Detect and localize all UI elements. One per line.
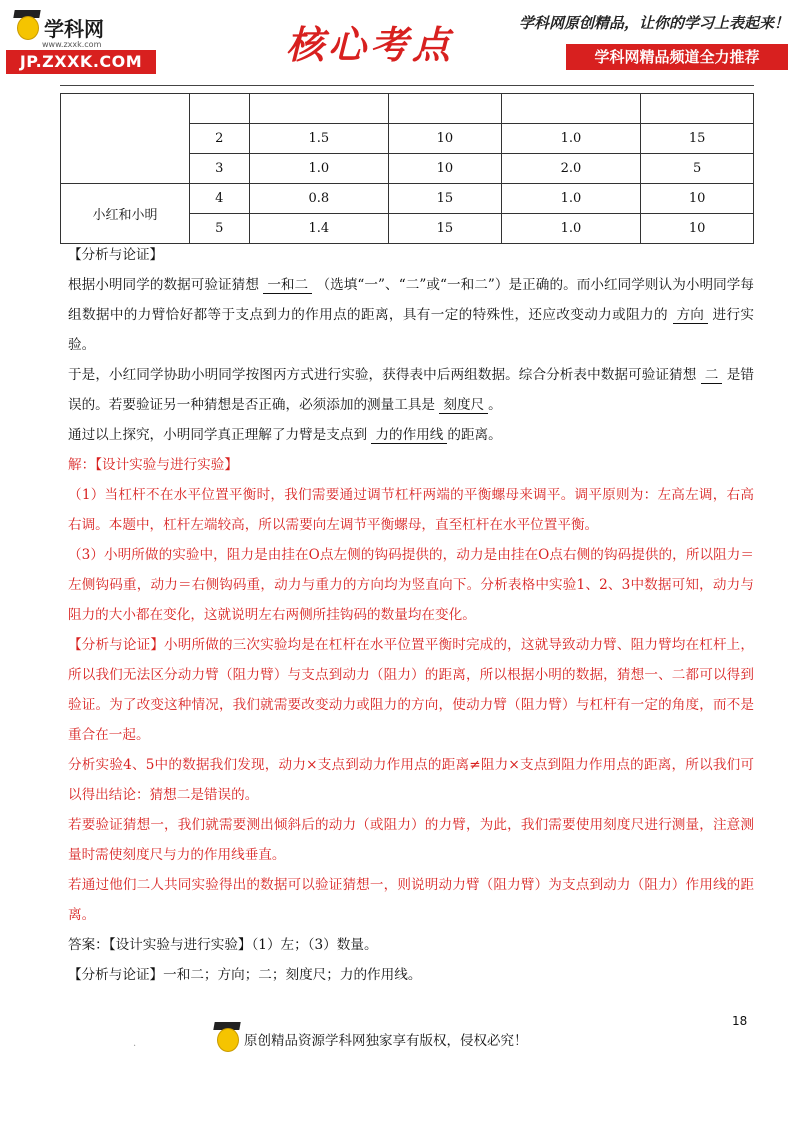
solution-paragraph: （3）小明所做的实验中，阻力是由挂在O点左侧的钩码提供的，动力是由挂在O点右侧的钩码提供的，所以阻力＝左侧钩码重，动力＝右侧钩码重，动力与重力的方向均为竖直向下。分析表格中实验1、2、3中数据可知，动力与阻力的大小都在变化，这就说明左右两侧所挂钩码的数量均在变化。 (68, 547, 754, 623)
table-cell (61, 94, 190, 184)
table-cell (389, 94, 502, 124)
copyright-text: 原创精品资源学科网独家享有版权，侵权必究！ (244, 1033, 528, 1049)
table-cell: 10 (641, 184, 754, 214)
solution-heading: 解：【设计实验与进行实验】 (68, 457, 238, 473)
logo-name: 学科网 (44, 16, 104, 41)
data-table (60, 93, 754, 244)
table-cell: 15 (641, 124, 754, 154)
header-title: 核心考点 (285, 22, 454, 67)
document-body (68, 240, 754, 990)
table-cell-group-name: 小红和小明 (61, 184, 190, 244)
table-cell: 1.0 (501, 124, 640, 154)
logo-small-url: www.zxxk.com (42, 40, 102, 49)
table-cell: 2 (190, 124, 250, 154)
page-header (0, 0, 800, 80)
answer-blank: 力的作用线 (371, 427, 447, 444)
table-cell: 3 (190, 154, 250, 184)
table-cell: 4 (190, 184, 250, 214)
table-cell: 1.0 (501, 184, 640, 214)
table-cell: 5 (641, 154, 754, 184)
table-cell: 1.4 (249, 214, 388, 244)
table-cell (190, 94, 250, 124)
header-slogan-bar: 学科网精品频道全力推荐 (566, 44, 788, 70)
answer-blank: 方向 (673, 307, 708, 324)
footer-copyright (214, 1022, 528, 1056)
table-cell: 0.8 (249, 184, 388, 214)
table-cell: 1.5 (249, 124, 388, 154)
footer-dot: . (133, 1038, 137, 1049)
mascot-icon (14, 10, 40, 44)
table-cell: 15 (389, 214, 502, 244)
solution-paragraph: （1）当杠杆不在水平位置平衡时，我们需要通过调节杠杆两端的平衡螺母来调平。调平原则为：左高左调，右高右调。本题中，杠杆左端较高，所以需要向左调节平衡螺母，直至杠杆在水平位置平衡。 (68, 487, 754, 533)
answer-blank: 二 (701, 367, 723, 384)
table-cell: 1.0 (501, 214, 640, 244)
table-cell: 10 (389, 124, 502, 154)
table-cell: 10 (389, 154, 502, 184)
zxxk-logo (6, 8, 156, 72)
table-cell: 2.0 (501, 154, 640, 184)
page-number: 18 (732, 1014, 748, 1028)
paragraph: 于是，小红同学协助小明同学按图丙方式进行实验，获得表中后两组数据。综合分析表中数据可验证猜想 二 是错误的。若要验证另一种猜想是否正确，必须添加的测量工具是 刻度尺 。 (68, 367, 755, 413)
solution-paragraph: 【分析与论证】小明所做的三次实验均是在杠杆在水平位置平衡时完成的，这就导致动力臂、阻力臂均在杠杆上，所以我们无法区分动力臂（阻力臂）与支点到动力（阻力）的距离，所以根据小明的数据，猜想一、二都可以得到验证。为了改变这种情况，我们就需要改变动力或阻力的方向，使动力臂（阻力臂）与杠杆有一定的角度，而不是重合在一起。 (68, 637, 754, 743)
table-cell (641, 94, 754, 124)
section-heading: 【分析与论证】 (68, 247, 164, 263)
answer-line: 答案：【设计实验与进行实验】（1）左；（3）数量。 (68, 937, 378, 953)
table-cell: 15 (389, 184, 502, 214)
answer-line: 【分析与论证】一和二；方向；二；刻度尺；力的作用线。 (68, 967, 422, 983)
solution-paragraph: 若要验证猜想一，我们就需要测出倾斜后的动力（或阻力）的力臂，为此，我们需要使用刻度尺进行测量，注意测量时需使刻度尺与力的作用线垂直。 (68, 817, 754, 863)
paragraph: 通过以上探究，小明同学真正理解了力臂是支点到 力的作用线 的距离。 (68, 427, 502, 443)
table-cell: 1.0 (249, 154, 388, 184)
solution-paragraph: 分析实验4、5中的数据我们发现，动力×支点到动力作用点的距离≠阻力×支点到阻力作用点的距离，所以我们可以得出结论：猜想二是错误的。 (68, 757, 754, 803)
table-cell: 10 (641, 214, 754, 244)
header-slogan: 学科网原创精品，让你的学习上表起来！ (518, 14, 789, 32)
table-row (61, 184, 754, 214)
answer-blank: 一和二 (263, 277, 312, 294)
table-cell (501, 94, 640, 124)
table-cell (249, 94, 388, 124)
table-cell: 5 (190, 214, 250, 244)
mascot-icon (214, 1022, 240, 1056)
solution-paragraph: 若通过他们二人共同实验得出的数据可以验证猜想一，则说明动力臂（阻力臂）为支点到动力（阻力）作用线的距离。 (68, 877, 754, 923)
paragraph: 根据小明同学的数据可验证猜想 一和二 （选填“一”、“二”或“一和二”）是正确的。而小红同学则认为小明同学每组数据中的力臂恰好都等于支点到力的作用点的距离，具有一定的特殊性，还应改变动力或阻力的 方向 进行实验。 (68, 277, 755, 353)
answer-blank: 刻度尺 (439, 397, 488, 414)
header-divider (60, 85, 754, 86)
table-row (61, 94, 754, 124)
logo-url: JP.ZXXK.COM (6, 50, 156, 74)
